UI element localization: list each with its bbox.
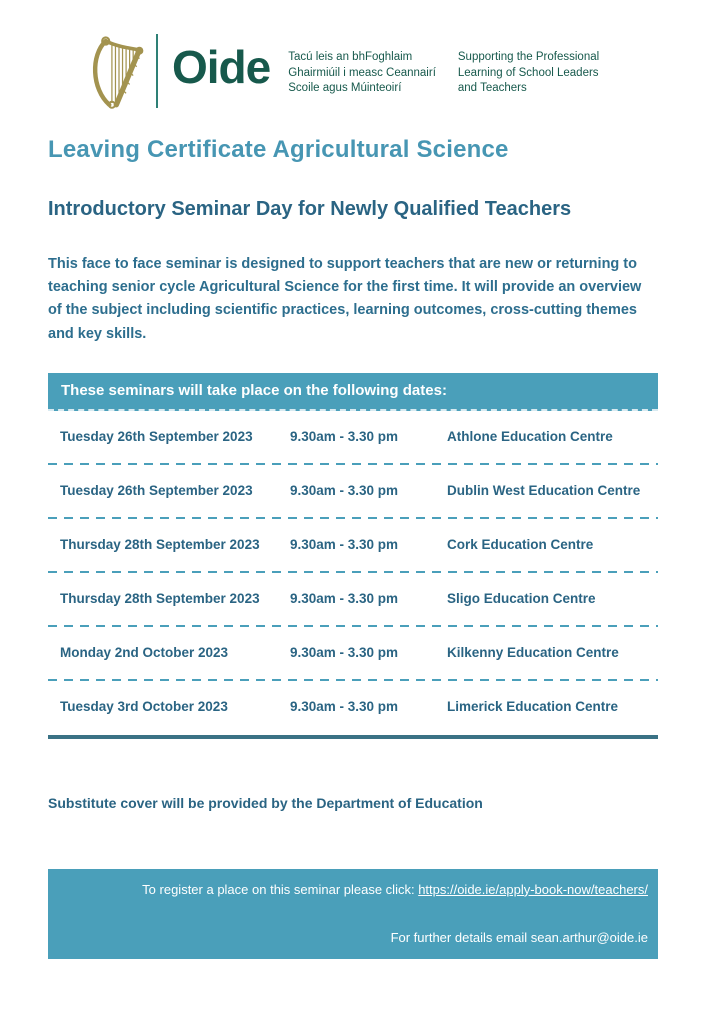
register-banner [48,869,658,959]
schedule-row [48,573,658,625]
intro-paragraph: This face to face seminar is designed to support teachers that are new or returning to teaching senior cycle Agricultural Science for the first time. It will provide an overview of the subject including scientific practices, learning outcomes, cross-cutting themes and key skills. [48,256,642,342]
schedule-date: Tuesday 26th September 2023 [60,483,253,499]
register-line [142,882,648,897]
tagline-english-line3: and Teachers [457,82,527,94]
schedule-date: Thursday 28th September 2023 [60,537,260,553]
logo-divider [156,34,158,108]
tagline-irish-line1: Tacú leis an bhFoghlaim [288,51,413,63]
schedule-venue: Athlone Education Centre [447,429,613,445]
schedule-time: 9.30am - 3.30 pm [290,645,399,661]
header [88,30,707,114]
contact-line: For further details email sean.arthur@oide.ie [390,929,648,945]
schedule-date: Tuesday 26th September 2023 [60,429,253,445]
schedule-row [48,465,658,517]
tagline-english [458,50,599,97]
schedule-banner: These seminars will take place on the following dates: [48,373,658,411]
page-subtitle: Introductory Seminar Day for Newly Qualified Teachers [48,198,572,220]
schedule-venue: Kilkenny Education Centre [447,645,619,661]
tagline-english-line1: Supporting the Professional [457,51,600,63]
schedule-row [48,411,658,463]
schedule-date: Thursday 28th September 2023 [60,591,260,607]
schedule-row [48,519,658,571]
register-text: To register a place on this seminar please click: [142,881,419,897]
harp-logo-icon [88,30,150,114]
schedule-row [48,681,658,733]
schedule-table [48,373,658,739]
substitute-note: Substitute cover will be provided by the Department of Education [48,794,483,811]
schedule-venue: Limerick Education Centre [447,699,619,715]
schedule-row [48,627,658,679]
schedule-venue: Cork Education Centre [447,537,594,553]
page-title: Leaving Certificate Agricultural Science [48,136,509,163]
flyer-page [0,30,707,1030]
schedule-time: 9.30am - 3.30 pm [290,537,399,553]
schedule-time: 9.30am - 3.30 pm [290,591,399,607]
register-link[interactable]: https://oide.ie/apply-book-now/teachers/ [418,881,648,897]
schedule-venue: Sligo Education Centre [447,591,596,607]
tagline-irish-line3: Scoile agus Múinteoirí [288,82,402,94]
table-bottom-rule [48,735,658,739]
schedule-time: 9.30am - 3.30 pm [290,429,399,445]
tagline-irish [288,50,436,97]
schedule-time: 9.30am - 3.30 pm [290,699,399,715]
schedule-venue: Dublin West Education Centre [447,483,641,499]
schedule-date: Tuesday 3rd October 2023 [60,699,228,715]
tagline-irish-line2: Ghairmiúil i measc Ceannairí [288,66,436,79]
tagline-english-line2: Learning of School Leaders [457,66,599,79]
schedule-date: Monday 2nd October 2023 [60,645,229,661]
schedule-time: 9.30am - 3.30 pm [290,483,399,499]
brand-wordmark: Oide [172,41,271,93]
